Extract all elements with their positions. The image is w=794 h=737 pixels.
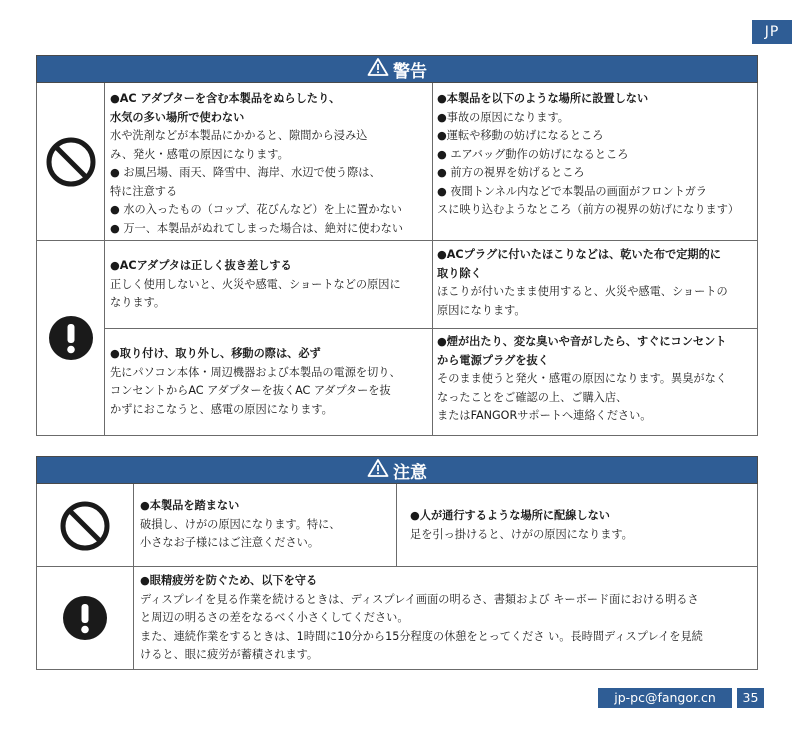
warning-title: 警告 <box>393 61 427 82</box>
caution-wiring-cell: ●人が通行するような場所に配線しない 足を引っ掛けると、けがの原因になります。 <box>410 509 633 541</box>
warning-adapter-cell: ●ACアダプタは正しく抜き差しする 正しく使用しないと、火災や感電、ショートなどの原因に なります。 <box>110 259 401 309</box>
mandatory-exclamation-icon <box>37 241 104 435</box>
language-badge: JP <box>752 20 792 44</box>
support-email: jp-pc@fangor.cn <box>598 688 732 708</box>
caution-eyestrain-cell: ●眼精疲労を防ぐため、以下を守る ディスプレイを見る作業を続けるときは、ディスプレイ画面の明るさ、書類および キーボード面における明るさ と周辺の明るさの差をなるべく小さくしてください。 また、連続作業をするときは、1時間に10分から15分程度の休憩をとってくださ い。長時間ディスプレイを見続 けると、眼に疲労が蓄積されます。 <box>140 574 703 661</box>
mandatory-exclamation-icon <box>37 567 133 669</box>
warning-water-cell: ●AC アダプターを含む本製品をぬらしたり、 水気の多い場所で使わない 水や洗剤などが本製品にかかると、隙間から浸み込 み、発火・感電の原因になります。 ● お風呂場、雨天、降雪中、海岸、水辺で使う際は、 特に注意する ● 水の入ったもの（コップ、花びんなど）を上に置かない ● 万一、本製品がぬれてしまった場合は、絶対に使わない <box>110 92 404 235</box>
warning-header <box>36 55 758 83</box>
warning-placement-cell: ●本製品を以下のような場所に設置しない ●事故の原因になります。 ●運転や移動の妨げになるところ ● エアバッグ動作の妨げになるところ ● 前方の視界を妨げるところ ● 夜間トンネル内などで本製品の画面がフロントガラ スに映り込むようなところ（前方の視界の妨げになります） <box>437 92 740 216</box>
caution-triangle-icon <box>367 458 389 483</box>
prohibition-icon <box>37 84 104 240</box>
prohibition-icon <box>37 485 133 566</box>
caution-step-cell: ●本製品を踏まない 破損し、けがの原因になります。特に、 小さなお子様にはご注意ください。 <box>140 499 341 549</box>
caution-header <box>36 456 758 484</box>
warning-dust-cell: ●ACプラグに付いたほこりなどは、乾いた布で定期的に 取り除く ほこりが付いたまま使用すると、火災や感電、ショートの 原因になります。 <box>437 248 728 317</box>
warning-triangle-icon <box>367 57 389 82</box>
page-number: 35 <box>737 688 764 708</box>
warning-install-cell: ●取り付け、取り外し、移動の際は、必ず 先にパソコン本体・周辺機器および本製品の電源を切り、 コンセントからAC アダプターを抜くAC アダプターを抜 かずにおこなうと、感電の原因になります。 <box>110 347 401 416</box>
caution-title: 注意 <box>393 462 427 483</box>
warning-smoke-cell: ●煙が出たり、変な臭いや音がしたら、すぐにコンセント から電源プラグを抜く そのまま使うと発火・感電の原因になります。異臭がなく なったことをご確認の上、ご購入店、 またはFANGORサポートへ連絡ください。 <box>437 335 727 422</box>
